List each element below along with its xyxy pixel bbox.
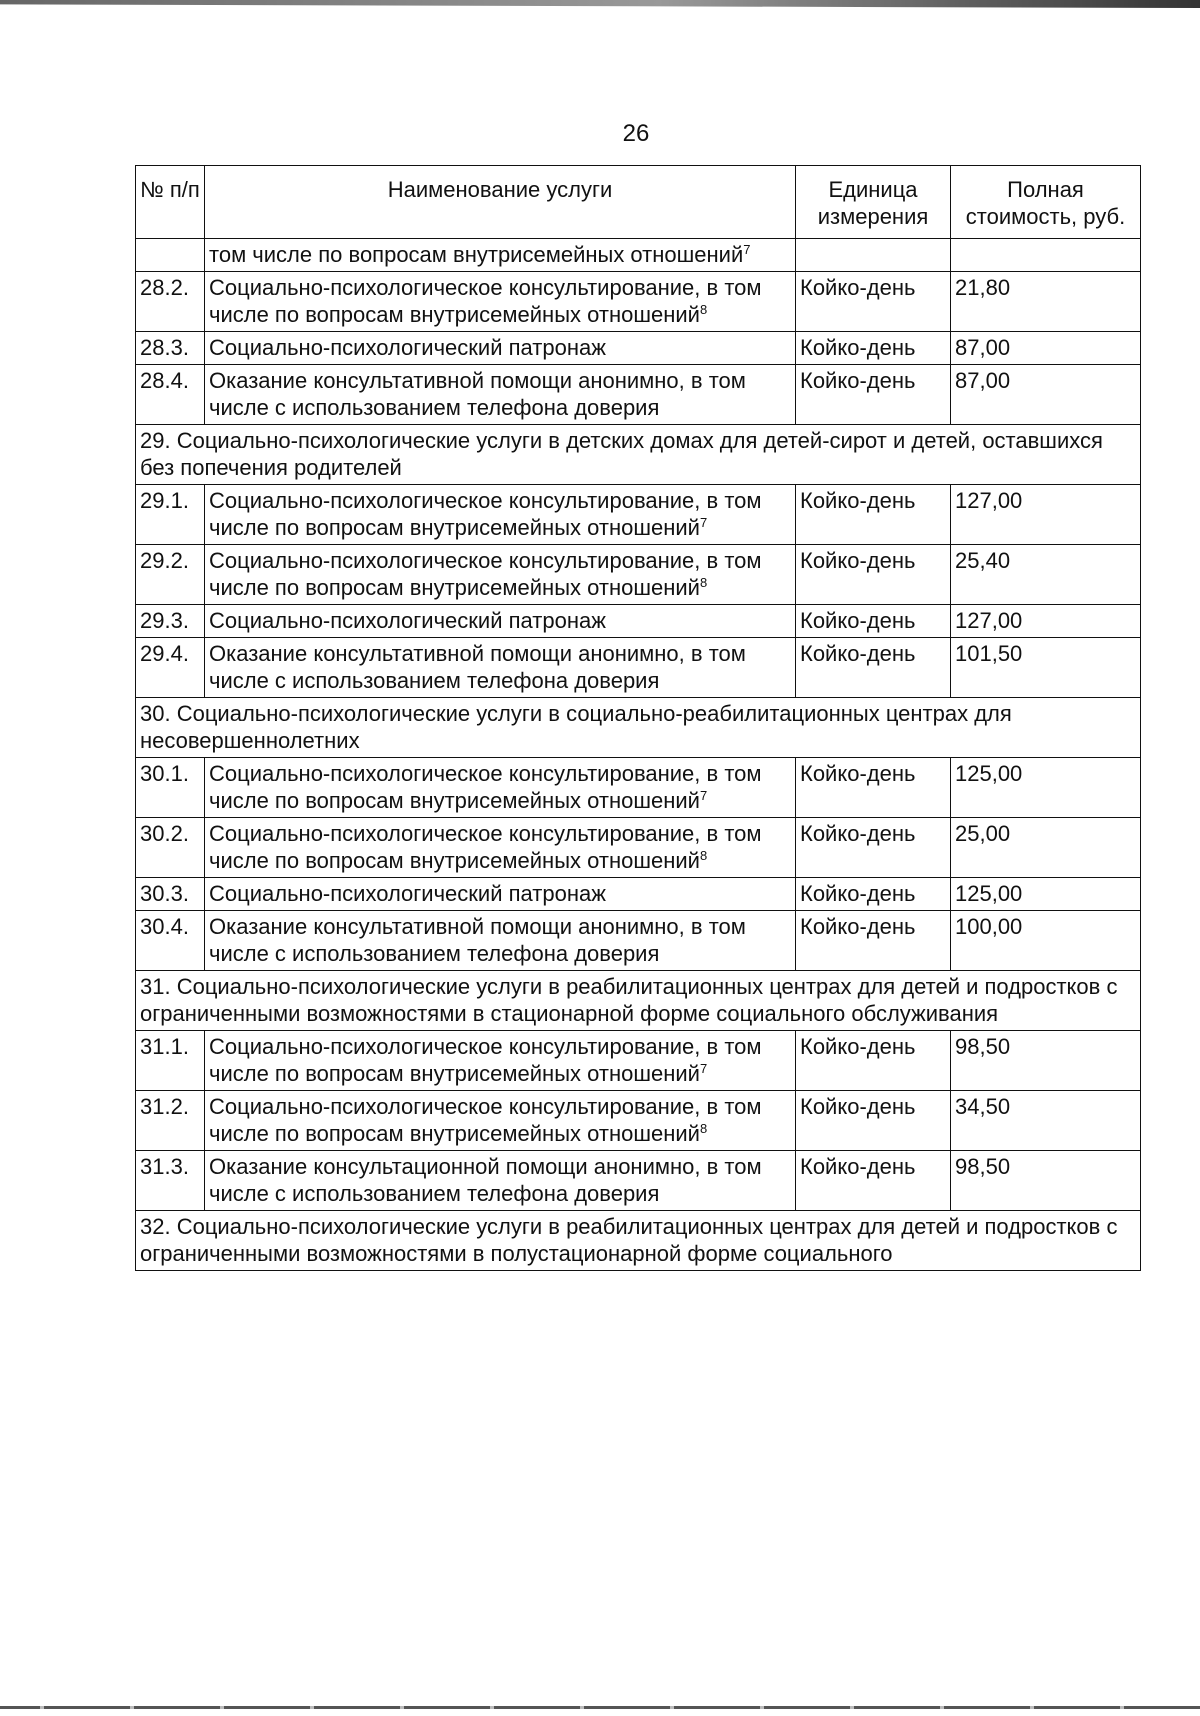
row-service-name xyxy=(205,878,796,911)
row-service-name xyxy=(205,911,796,971)
service-name-text: Социально-психологическое консультирование, в том числе по вопросам внутрисемейных отношений xyxy=(209,488,762,540)
row-unit: Койко-день xyxy=(796,911,951,971)
table-row xyxy=(136,1091,1141,1151)
row-price: 125,00 xyxy=(951,878,1141,911)
service-name-text: Социально-психологическое консультирование, в том числе по вопросам внутрисемейных отношений xyxy=(209,548,762,600)
tariff-table xyxy=(135,165,1141,1271)
section-title: 29. Социально-психологические услуги в детских домах для детей-сирот и детей, оставшихся без попечения родителей xyxy=(136,425,1141,485)
row-unit: Койко-день xyxy=(796,638,951,698)
row-unit: Койко-день xyxy=(796,332,951,365)
row-price: 127,00 xyxy=(951,605,1141,638)
row-unit: Койко-день xyxy=(796,758,951,818)
footnote-mark: 7 xyxy=(743,242,751,257)
section-heading-row xyxy=(136,698,1141,758)
row-unit xyxy=(796,239,951,272)
service-name-text: Социально-психологическое консультирование, в том числе по вопросам внутрисемейных отношений xyxy=(209,821,762,873)
table-row xyxy=(136,911,1141,971)
service-name-text: Социально-психологическое консультирование, в том числе по вопросам внутрисемейных отношений xyxy=(209,275,762,327)
row-number: 29.1. xyxy=(136,485,205,545)
table-row xyxy=(136,272,1141,332)
row-number: 30.1. xyxy=(136,758,205,818)
row-number: 31.1. xyxy=(136,1031,205,1091)
footnote-mark: 7 xyxy=(699,515,708,530)
row-unit: Койко-день xyxy=(796,818,951,878)
row-price: 34,50 xyxy=(951,1091,1141,1151)
service-name-text: Социально-психологический патронаж xyxy=(209,881,606,906)
table-row xyxy=(136,1151,1141,1211)
table-row xyxy=(136,758,1141,818)
row-unit: Койко-день xyxy=(796,365,951,425)
row-unit: Койко-день xyxy=(796,605,951,638)
row-price: 125,00 xyxy=(951,758,1141,818)
continuation-row xyxy=(136,239,1141,272)
footnote-mark: 7 xyxy=(699,788,708,803)
footnote-mark: 7 xyxy=(699,1061,708,1076)
row-number: 29.2. xyxy=(136,545,205,605)
header-service-name: Наименование услуги xyxy=(205,166,796,239)
row-service-name xyxy=(205,1091,796,1151)
row-service-name xyxy=(205,365,796,425)
section-heading-row xyxy=(136,425,1141,485)
service-name-text: Социально-психологический патронаж xyxy=(209,608,606,633)
row-service-name xyxy=(205,758,796,818)
row-number: 30.4. xyxy=(136,911,205,971)
row-service-name xyxy=(205,1031,796,1091)
header-price: Полная стоимость, руб. xyxy=(951,166,1141,239)
scan-edge-bottom xyxy=(0,1706,1200,1709)
table-row xyxy=(136,485,1141,545)
service-name-text: Оказание консультативной помощи анонимно, в том числе с использованием телефона доверия xyxy=(209,368,746,420)
table-row xyxy=(136,605,1141,638)
section-title: 31. Социально-психологические услуги в реабилитационных центрах для детей и подростков с ограниченными возможностями в стационарной форме социального обслуживания xyxy=(136,971,1141,1031)
section-heading-row xyxy=(136,971,1141,1031)
service-name-text: том числе по вопросам внутрисемейных отношений xyxy=(209,242,744,267)
row-service-name xyxy=(205,638,796,698)
row-number: 29.3. xyxy=(136,605,205,638)
footnote-mark: 8 xyxy=(699,1121,708,1136)
row-unit: Койко-день xyxy=(796,485,951,545)
row-unit: Койко-день xyxy=(796,545,951,605)
service-name-text: Оказание консультативной помощи анонимно, в том числе с использованием телефона доверия xyxy=(209,641,746,693)
row-service-name xyxy=(205,485,796,545)
service-name-text: Социально-психологическое консультирование, в том числе по вопросам внутрисемейных отношений xyxy=(209,1094,762,1146)
row-price: 127,00 xyxy=(951,485,1141,545)
service-name-text: Оказание консультативной помощи анонимно, в том числе с использованием телефона доверия xyxy=(209,914,746,966)
row-number: 28.2. xyxy=(136,272,205,332)
section-heading-row xyxy=(136,1211,1141,1271)
row-service-name xyxy=(205,605,796,638)
row-price: 101,50 xyxy=(951,638,1141,698)
row-price: 25,40 xyxy=(951,545,1141,605)
row-price xyxy=(951,239,1141,272)
table-row xyxy=(136,332,1141,365)
row-service-name xyxy=(205,332,796,365)
service-name-text: Социально-психологическое консультирование, в том числе по вопросам внутрисемейных отношений xyxy=(209,761,762,813)
row-service-name xyxy=(205,818,796,878)
row-service-name xyxy=(205,239,796,272)
service-name-text: Социально-психологический патронаж xyxy=(209,335,606,360)
table-body xyxy=(136,239,1141,1271)
row-unit: Койко-день xyxy=(796,1151,951,1211)
row-number: 31.3. xyxy=(136,1151,205,1211)
row-number xyxy=(136,239,205,272)
row-number: 29.4. xyxy=(136,638,205,698)
row-number: 30.2. xyxy=(136,818,205,878)
row-unit: Койко-день xyxy=(796,878,951,911)
row-service-name xyxy=(205,1151,796,1211)
service-name-text: Оказание консультационной помощи анонимно, в том числе с использованием телефона доверия xyxy=(209,1154,762,1206)
page-number: 26 xyxy=(622,120,650,147)
row-unit: Койко-день xyxy=(796,272,951,332)
row-number: 28.4. xyxy=(136,365,205,425)
row-number: 31.2. xyxy=(136,1091,205,1151)
section-title: 32. Социально-психологические услуги в реабилитационных центрах для детей и подростков с ограниченными возможностями в полустационарной форме социального xyxy=(136,1211,1141,1271)
row-price: 100,00 xyxy=(951,911,1141,971)
row-unit: Койко-день xyxy=(796,1031,951,1091)
footnote-mark: 8 xyxy=(699,302,708,317)
header-unit: Единица измерения xyxy=(796,166,951,239)
row-unit: Койко-день xyxy=(796,1091,951,1151)
footnote-mark: 8 xyxy=(699,575,708,590)
service-name-text: Социально-психологическое консультирование, в том числе по вопросам внутрисемейных отношений xyxy=(209,1034,762,1086)
row-service-name xyxy=(205,545,796,605)
table-row xyxy=(136,878,1141,911)
table-row xyxy=(136,1031,1141,1091)
table-row xyxy=(136,545,1141,605)
row-price: 21,80 xyxy=(951,272,1141,332)
row-price: 87,00 xyxy=(951,365,1141,425)
row-price: 87,00 xyxy=(951,332,1141,365)
table-row xyxy=(136,638,1141,698)
table-header-row xyxy=(136,166,1141,239)
section-title: 30. Социально-психологические услуги в социально-реабилитационных центрах для несовершеннолетних xyxy=(136,698,1141,758)
row-service-name xyxy=(205,272,796,332)
footnote-mark: 8 xyxy=(699,848,708,863)
table-row xyxy=(136,365,1141,425)
row-price: 98,50 xyxy=(951,1031,1141,1091)
header-number: № п/п xyxy=(136,166,205,239)
row-number: 28.3. xyxy=(136,332,205,365)
table-row xyxy=(136,818,1141,878)
row-number: 30.3. xyxy=(136,878,205,911)
row-price: 98,50 xyxy=(951,1151,1141,1211)
row-price: 25,00 xyxy=(951,818,1141,878)
scan-edge-top xyxy=(0,0,1200,8)
